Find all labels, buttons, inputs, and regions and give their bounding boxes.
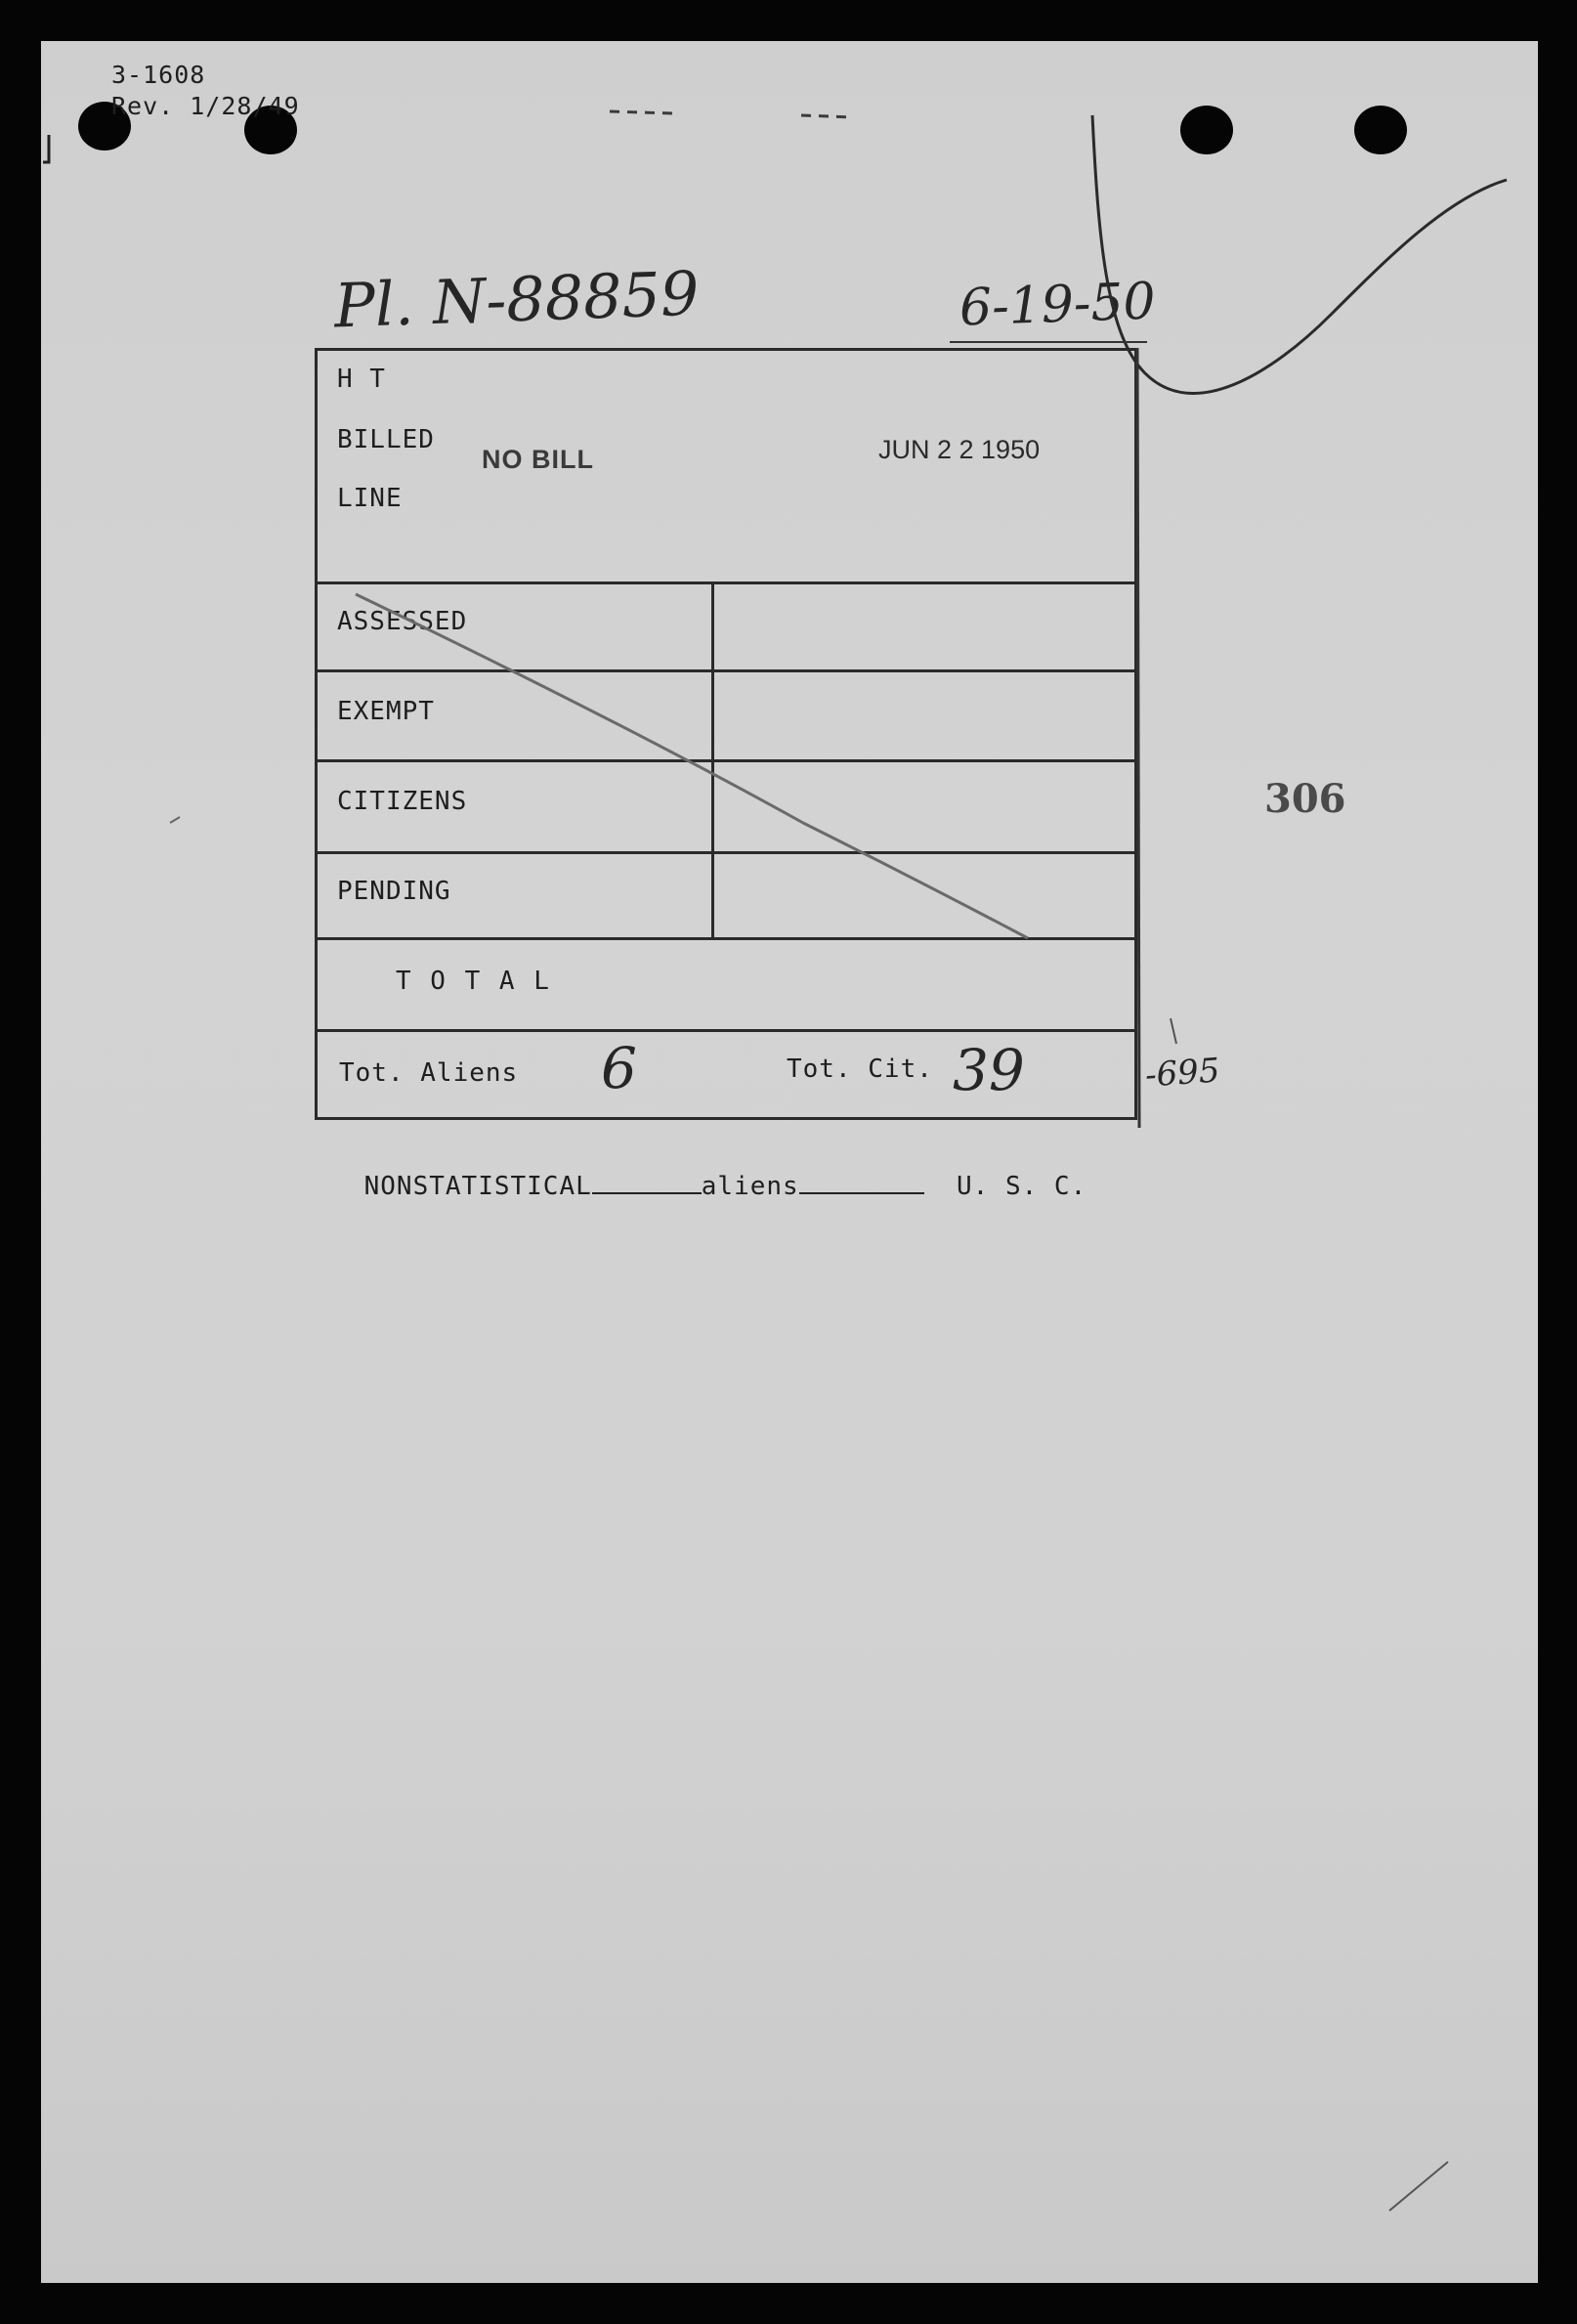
total-label: T O T A L <box>396 967 551 996</box>
assessed-label: ASSESSED <box>337 607 468 636</box>
total-citizens-label: Tot. Cit. <box>787 1054 933 1084</box>
punch-hole <box>1354 106 1407 154</box>
handwritten-date: 6-19-50 <box>959 272 1157 338</box>
form-revision: Rev. 1/28/49 <box>111 92 300 120</box>
side-note: -695 <box>1143 1051 1221 1096</box>
page-number-stamp: 306 <box>1264 776 1346 822</box>
nonstatistical-line <box>299 1141 1087 1230</box>
form-number: 3-1608 <box>111 61 206 89</box>
total-aliens-label: Tot. Aliens <box>339 1058 519 1088</box>
usc-label: U. S. C. <box>957 1172 1087 1201</box>
total-citizens-value: 39 <box>953 1037 1025 1103</box>
ht-label: H T <box>337 365 386 394</box>
case-number: Pl. N-88859 <box>332 257 701 342</box>
nonstatistical-label: NONSTATISTICAL <box>363 1172 592 1201</box>
document-page <box>41 41 1538 2283</box>
citizens-label: CITIZENS <box>337 787 468 816</box>
aliens-label: aliens <box>701 1172 799 1201</box>
received-date-stamp: JUN 2 2 1950 <box>878 435 1041 464</box>
statistics-form-table <box>315 348 1137 1120</box>
total-aliens-value: 6 <box>601 1035 637 1101</box>
aliens-blank <box>799 1171 924 1194</box>
nonstatistical-blank <box>592 1171 702 1194</box>
line-label: LINE <box>337 484 403 513</box>
pending-label: PENDING <box>337 877 451 906</box>
billed-label: BILLED <box>337 425 435 454</box>
no-bill-stamp: NO BILL <box>482 445 594 474</box>
punch-hole <box>1180 106 1233 154</box>
exempt-label: EXEMPT <box>337 697 435 726</box>
